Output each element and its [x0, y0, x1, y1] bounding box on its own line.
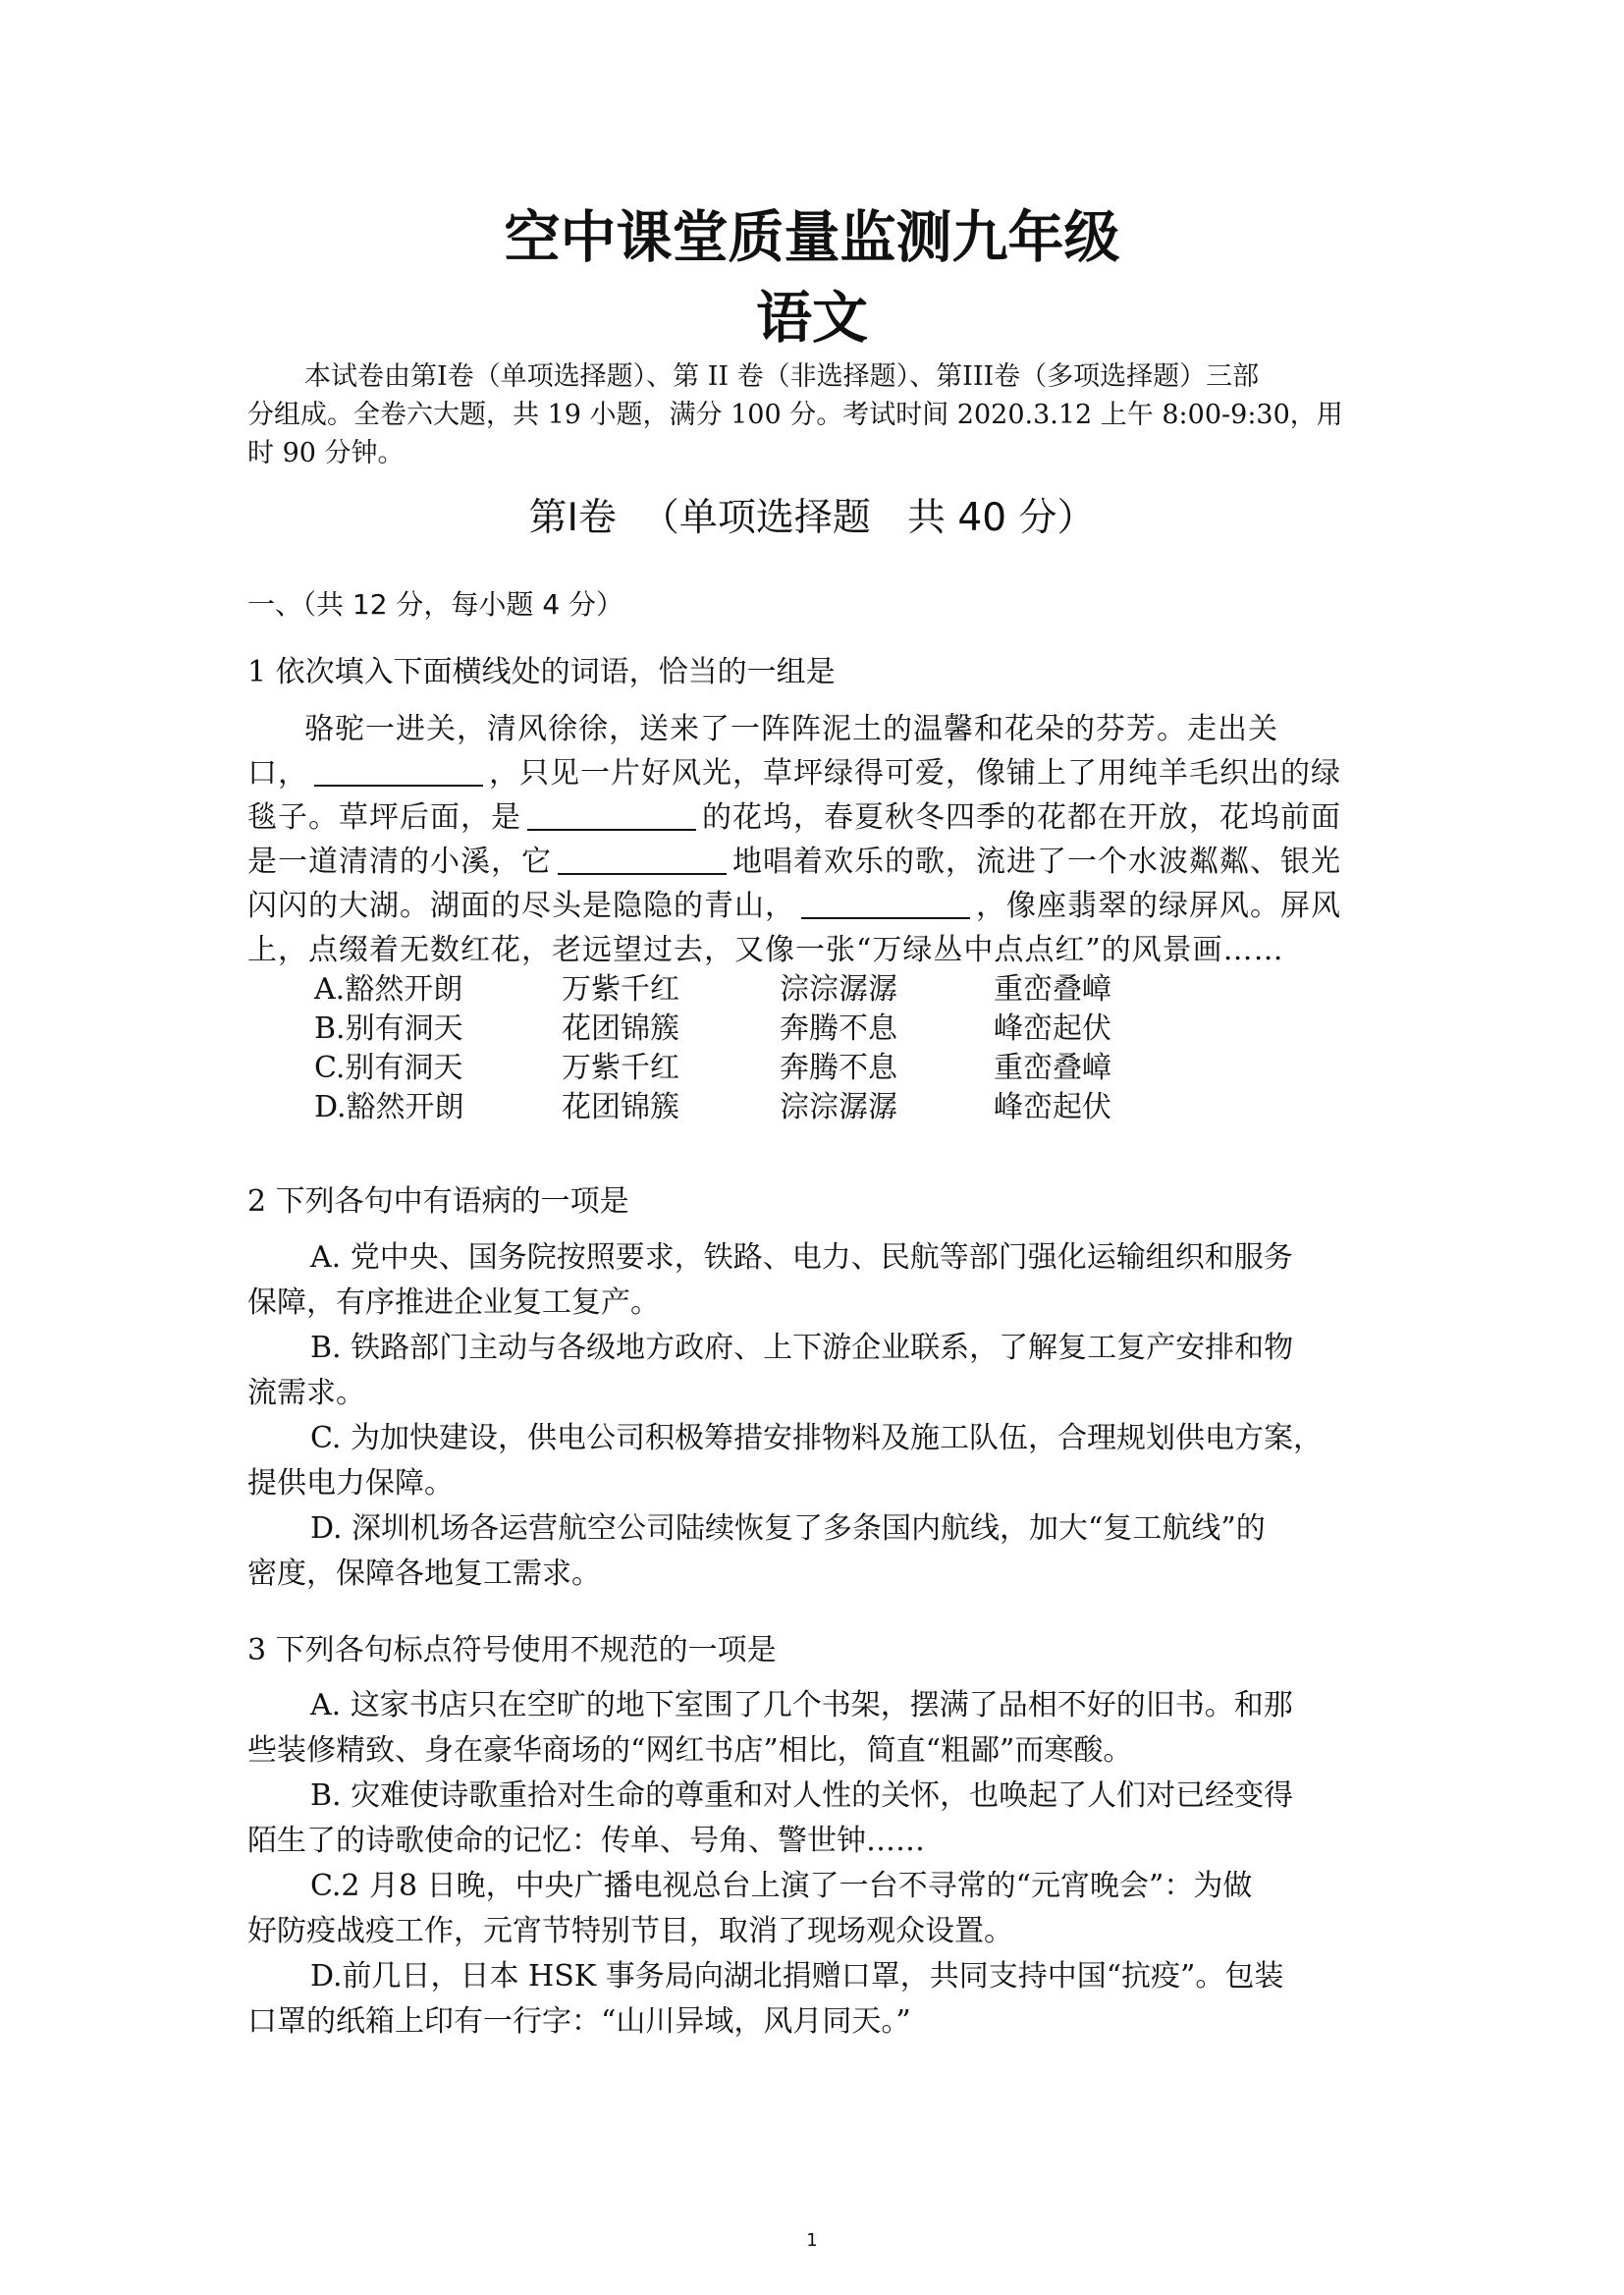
choice-line: B. 灾难使诗歌重拾对生命的尊重和对人性的关怀，也唤起了人们对已经变得: [310, 1778, 1294, 1813]
option-cell: B.别有洞天: [314, 1011, 463, 1046]
choice-line: 陌生了的诗歌使命的记忆：传单、号角、警世钟……: [247, 1824, 925, 1858]
exam-title: 空中课堂质量监测九年级: [504, 204, 1120, 270]
option-cell: 淙淙潺潺: [780, 972, 897, 1007]
instructions-line: 时 90 分钟。: [247, 438, 405, 468]
option-cell: 峰峦起伏: [994, 1011, 1111, 1046]
choice-line: B. 铁路部门主动与各级地方政府、上下游企业联系，了解复工复产安排和物: [310, 1331, 1294, 1365]
passage-line: [247, 884, 1386, 928]
choice-line: C. 为加快建设，供电公司积极筹措安排物料及施工队伍，合理规划供电方案，: [310, 1421, 1323, 1455]
choice-line: A. 党中央、国务院按照要求，铁路、电力、民航等部门强化运输组织和服务: [310, 1240, 1293, 1275]
option-cell: 峰峦起伏: [994, 1090, 1111, 1124]
volume-heading: 第Ⅰ卷 （单项选择题 共 40 分）: [528, 496, 1096, 540]
passage-text: ，像座翡翠的绿屏风。屏风: [976, 889, 1341, 923]
subject-title: 语文: [756, 285, 868, 351]
question-2-prompt: 2 下列各句中有语病的一项是: [247, 1184, 629, 1219]
passage-text: ，只见一片好风光，草坪绿得可爱，像铺上了用纯羊毛织出的绿: [489, 756, 1341, 791]
instructions-line: 本试卷由第Ⅰ卷（单项选择题）、第 II 卷（非选择题）、第III卷（多项选择题）三部: [304, 361, 1260, 392]
passage-text: 口，: [247, 756, 308, 791]
choice-line: D.前几日，日本 HSK 事务局向湖北捐赠口罩，共同支持中国“抗疫”。包装: [310, 1959, 1284, 1994]
fill-blank-2: [527, 797, 696, 831]
exam-instructions: [247, 357, 1377, 472]
choice-line: 些装修精致、身在豪华商场的“网红书店”相比，简直“粗鄙”而寒酸。: [247, 1733, 1133, 1768]
fill-blank-1: [314, 753, 483, 787]
option-cell: 万紫千红: [562, 1051, 679, 1085]
option-cell: 奔腾不息: [780, 1051, 897, 1085]
question-2-choices: [247, 1235, 1386, 1597]
question-1-options: [314, 970, 1190, 1127]
option-cell: D.豁然开朗: [314, 1090, 464, 1124]
option-cell: C.别有洞天: [314, 1051, 463, 1085]
passage-line: [247, 840, 1386, 884]
section-heading: 一、（共 12 分，每小题 4 分）: [247, 588, 624, 621]
option-cell: 重峦叠嶂: [994, 1051, 1111, 1085]
passage-text: 毯子。草坪后面，是: [247, 800, 521, 835]
choice-line: D. 深圳机场各运营航空公司陆续恢复了多条国内航线，加大“复工航线”的: [310, 1511, 1266, 1546]
instructions-line: 分组成。全卷六大题，共 19 小题，满分 100 分。考试时间 2020.3.12 上午 8:00-9:30，用: [247, 400, 1343, 430]
fill-blank-4: [801, 886, 970, 919]
option-cell: 万紫千红: [562, 972, 679, 1007]
choice-line: 密度，保障各地复工需求。: [247, 1557, 601, 1591]
option-cell: 重峦叠嶂: [994, 972, 1111, 1007]
question-1-passage: [247, 707, 1386, 972]
passage-line: 骆驼一进关，清风徐徐，送来了一阵阵泥土的温馨和花朵的芬芳。走出关: [304, 712, 1278, 746]
option-row-c: [314, 1049, 1190, 1088]
option-row-b: [314, 1010, 1190, 1049]
option-cell: 奔腾不息: [780, 1011, 897, 1046]
choice-line: 流需求。: [247, 1376, 365, 1410]
passage-line: [247, 795, 1386, 840]
option-cell: A.豁然开朗: [314, 972, 463, 1007]
question-3-prompt: 3 下列各句标点符号使用不规范的一项是: [247, 1633, 777, 1667]
question-1-prompt: 1 依次填入下面横线处的词语，恰当的一组是: [247, 655, 836, 689]
fill-blank-3: [558, 842, 727, 875]
choice-line: 好防疫战疫工作，元宵节特别节目，取消了现场观众设置。: [247, 1914, 1013, 1948]
option-row-a: [314, 970, 1190, 1010]
choice-line: C.2 月8 日晚，中央广播电视总台上演了一台不寻常的“元宵晚会”：为做: [310, 1869, 1253, 1903]
option-row-d: [314, 1088, 1190, 1127]
option-cell: 淙淙潺潺: [780, 1090, 897, 1124]
passage-line: 上，点缀着无数红花，老远望过去，又像一张“万绿丛中点点红”的风景画……: [247, 933, 1284, 967]
choice-line: 口罩的纸箱上印有一行字：“山川异域，风月同天。”: [247, 2004, 911, 2039]
option-cell: 花团锦簇: [562, 1090, 679, 1124]
choice-line: 保障，有序推进企业复工复产。: [247, 1285, 660, 1320]
choice-line: 提供电力保障。: [247, 1466, 454, 1501]
question-3-choices: [247, 1683, 1386, 2045]
page-number: 1: [806, 2230, 818, 2251]
passage-text: 是一道清清的小溪，它: [247, 845, 552, 879]
passage-line: [247, 751, 1386, 795]
passage-text: 闪闪的大湖。湖面的尽头是隐隐的青山，: [247, 889, 795, 923]
passage-text: 地唱着欢乐的歌，流进了一个水波粼粼、银光: [732, 845, 1341, 879]
passage-text: 的花坞，春夏秋冬四季的花都在开放，花坞前面: [702, 800, 1341, 835]
option-cell: 花团锦簇: [562, 1011, 679, 1046]
choice-line: A. 这家书店只在空旷的地下室围了几个书架，摆满了品相不好的旧书。和那: [310, 1688, 1293, 1722]
